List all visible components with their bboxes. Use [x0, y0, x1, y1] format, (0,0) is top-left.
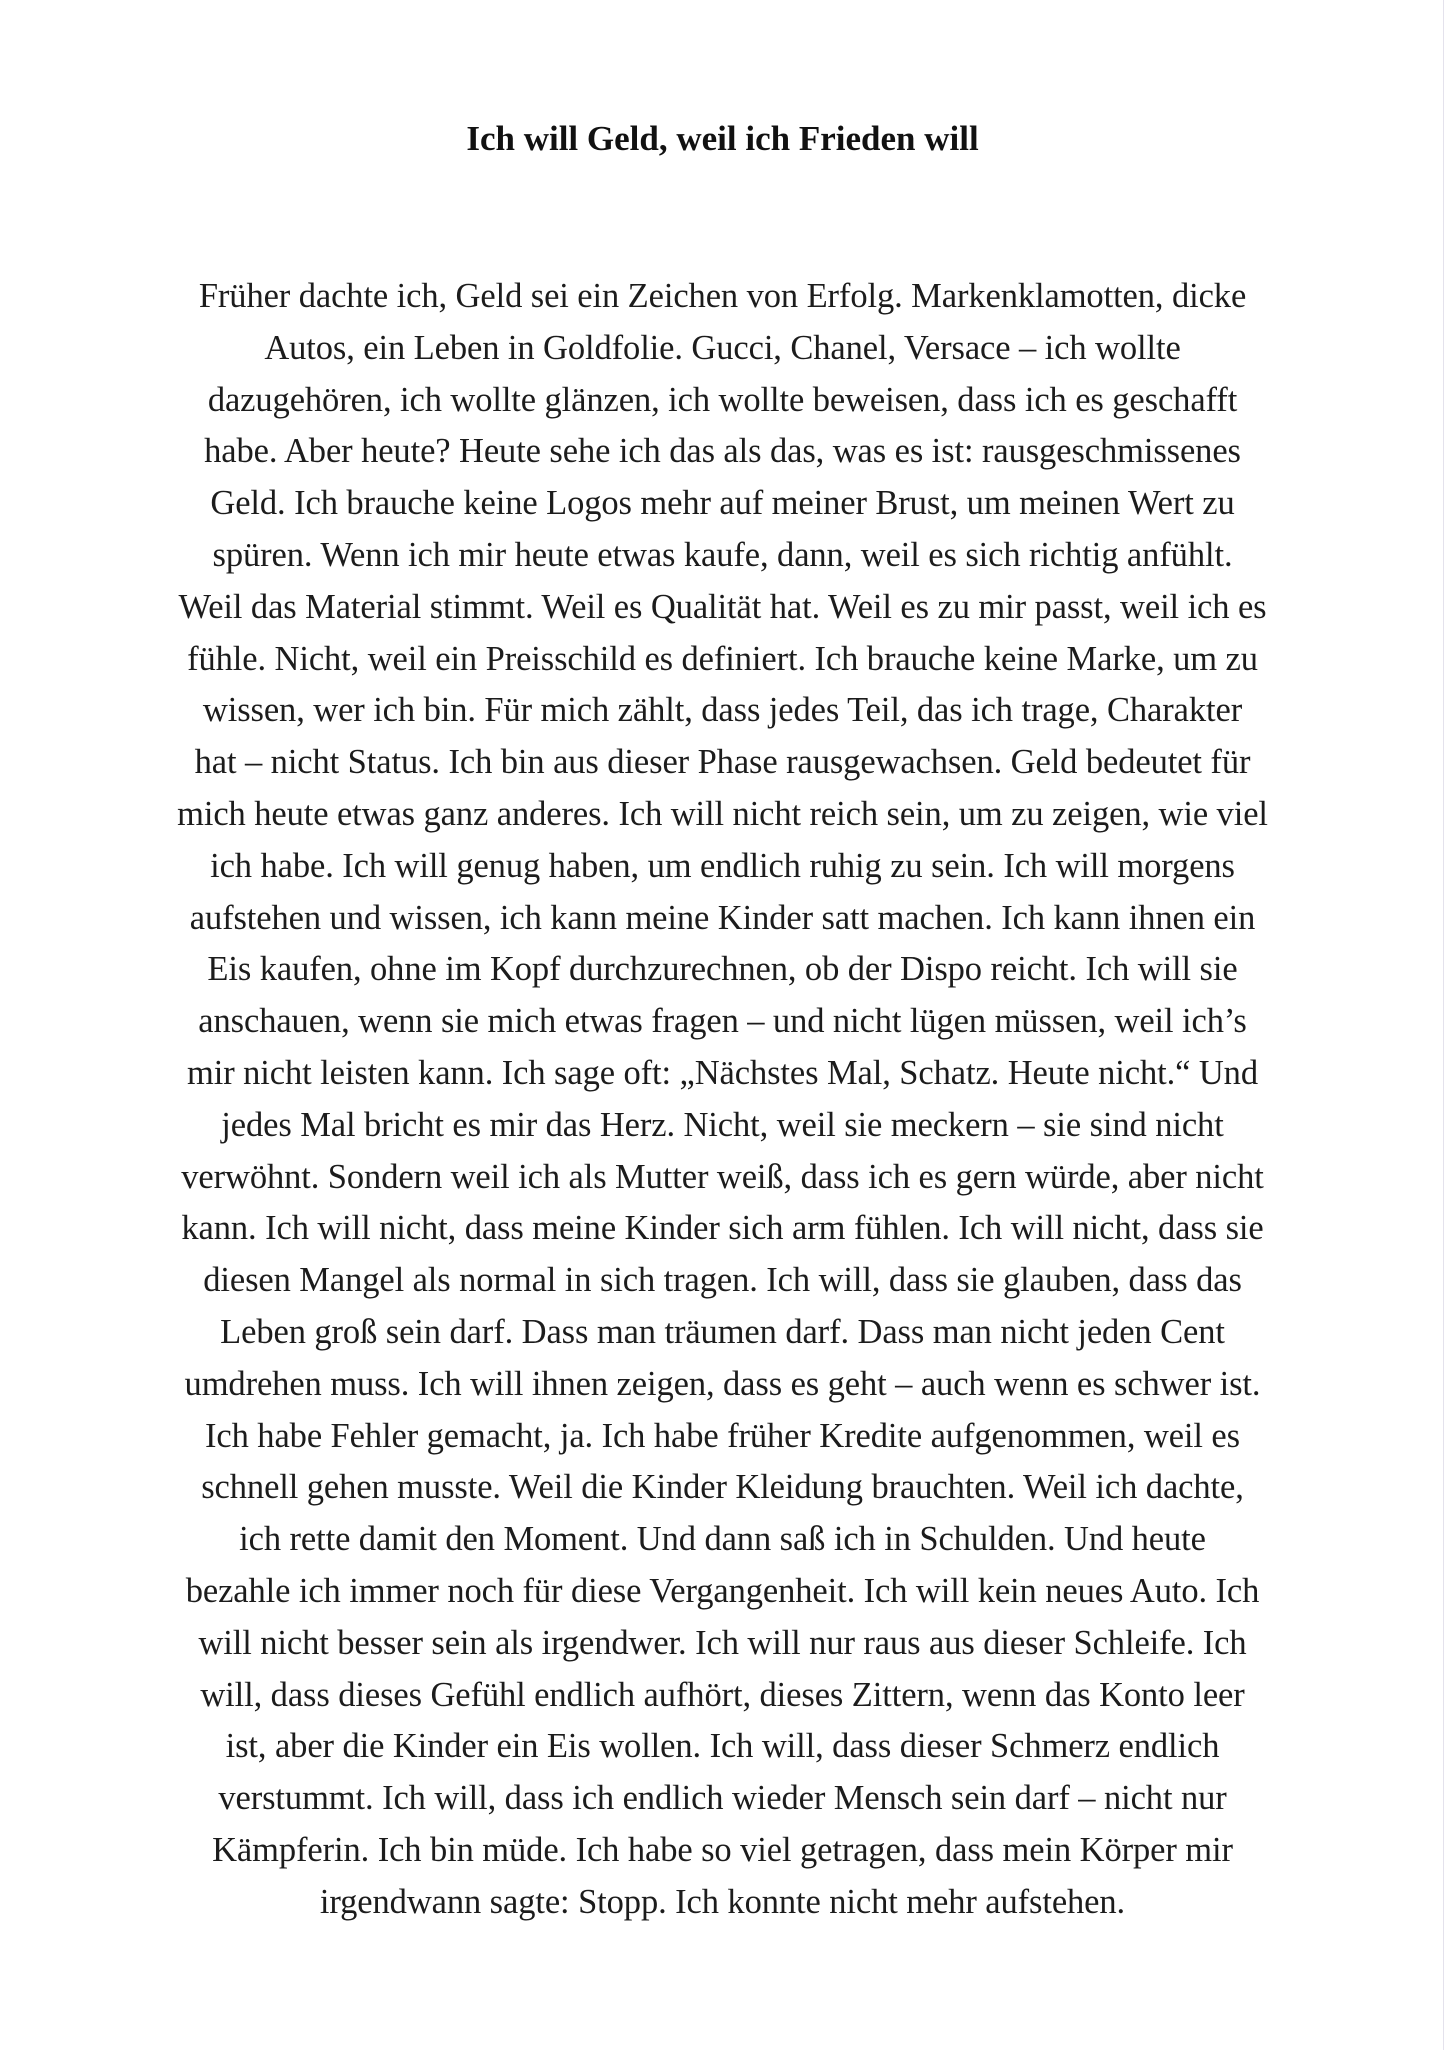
text-line: dazugehören, ich wollte glänzen, ich wollte beweisen, dass ich es geschafft: [207, 380, 1238, 419]
text-line: will, dass dieses Gefühl endlich aufhört, dieses Zittern, wenn das Konto leer: [200, 1675, 1245, 1714]
text-line: Autos, ein Leben in Goldfolie. Gucci, Chanel, Versace – ich wollte: [264, 328, 1181, 367]
text-line: anschauen, wenn sie mich etwas fragen – und nicht lügen müssen, weil ich’s: [198, 1002, 1247, 1041]
text-line: ich rette damit den Moment. Und dann saß ich in Schulden. Und heute: [239, 1520, 1206, 1559]
text-line: Leben groß sein darf. Dass man träumen darf. Dass man nicht jeden Cent: [220, 1312, 1225, 1351]
text-line: ist, aber die Kinder ein Eis wollen. Ich will, dass dieser Schmerz endlich: [225, 1727, 1220, 1766]
body-paragraph: [0, 271, 1445, 1929]
page-edge-divider: [1443, 0, 1444, 2050]
text-line: bezahle ich immer noch für diese Vergangenheit. Ich will kein neues Auto. Ich: [185, 1571, 1260, 1610]
text-line: jedes Mal bricht es mir das Herz. Nicht, weil sie meckern – sie sind nicht: [221, 1105, 1224, 1144]
text-line: verstummt. Ich will, dass ich endlich wieder Mensch sein darf – nicht nur: [218, 1779, 1227, 1818]
text-line: mir nicht leisten kann. Ich sage oft: „Nächstes Mal, Schatz. Heute nicht.“ Und: [187, 1053, 1258, 1092]
text-line: Eis kaufen, ohne im Kopf durchzurechnen, ob der Dispo reicht. Ich will sie: [207, 950, 1238, 989]
text-line: Geld. Ich brauche keine Logos mehr auf meiner Brust, um meinen Wert zu: [210, 484, 1235, 523]
text-line: habe. Aber heute? Heute sehe ich das als das, was es ist: rausgeschmissenes: [204, 432, 1241, 471]
text-line: will nicht besser sein als irgendwer. Ich will nur raus aus dieser Schleife. Ich: [198, 1623, 1247, 1662]
text-line: kann. Ich will nicht, dass meine Kinder sich arm fühlen. Ich will nicht, dass sie: [181, 1209, 1264, 1248]
text-line: Ich habe Fehler gemacht, ja. Ich habe früher Kredite aufgenommen, weil es: [205, 1416, 1240, 1455]
text-line: umdrehen muss. Ich will ihnen zeigen, dass es geht – auch wenn es schwer ist.: [184, 1364, 1261, 1403]
text-line: aufstehen und wissen, ich kann meine Kinder satt machen. Ich kann ihnen ein: [189, 898, 1256, 937]
text-line: Kämpferin. Ich bin müde. Ich habe so viel getragen, dass mein Körper mir: [212, 1830, 1233, 1869]
text-line: hat – nicht Status. Ich bin aus dieser Phase rausgewachsen. Geld bedeutet für: [194, 743, 1251, 782]
text-line: Weil das Material stimmt. Weil es Qualität hat. Weil es zu mir passt, weil ich es: [178, 587, 1267, 626]
text-line: irgendwann sagte: Stopp. Ich konnte nicht mehr aufstehen.: [319, 1882, 1126, 1921]
document-title: Ich will Geld, weil ich Frieden will: [466, 119, 979, 158]
text-line: ich habe. Ich will genug haben, um endlich ruhig zu sein. Ich will morgens: [210, 846, 1235, 885]
text-line: wissen, wer ich bin. Für mich zählt, dass jedes Teil, das ich trage, Charakter: [202, 691, 1243, 730]
text-line: diesen Mangel als normal in sich tragen. Ich will, dass sie glauben, dass das: [203, 1261, 1242, 1300]
text-line: verwöhnt. Sondern weil ich als Mutter weiß, dass ich es gern würde, aber nicht: [181, 1157, 1264, 1196]
text-line: fühle. Nicht, weil ein Preisschild es definiert. Ich brauche keine Marke, um zu: [187, 639, 1258, 678]
text-line: Früher dachte ich, Geld sei ein Zeichen von Erfolg. Markenklamotten, dicke: [198, 277, 1247, 315]
text-line: spüren. Wenn ich mir heute etwas kaufe, dann, weil es sich richtig anfühlt.: [212, 535, 1233, 574]
text-line: mich heute etwas ganz anderes. Ich will nicht reich sein, um zu zeigen, wie viel: [177, 794, 1268, 833]
text-line: schnell gehen musste. Weil die Kinder Kleidung brauchten. Weil ich dachte,: [201, 1468, 1244, 1507]
